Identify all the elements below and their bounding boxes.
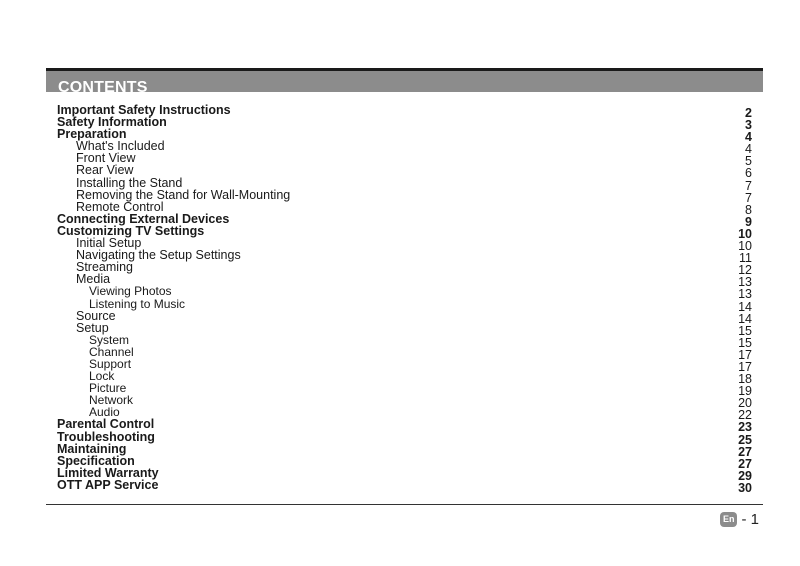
toc-entry-page-number: 14 — [738, 299, 752, 314]
toc-entry[interactable] — [57, 441, 752, 459]
toc-entry[interactable] — [57, 320, 752, 338]
toc-entry-page-number: 7 — [745, 178, 752, 193]
toc-entry[interactable] — [57, 477, 752, 495]
language-badge: En — [720, 512, 738, 527]
toc-entry[interactable] — [57, 115, 752, 133]
toc-entry-page-number: 27 — [738, 456, 752, 471]
toc-entry-title: Preparation — [57, 127, 127, 142]
toc-entry-title: Front View — [76, 151, 136, 166]
toc-entry-title: Safety Information — [57, 115, 167, 130]
page-number-label: - 1 — [741, 511, 759, 528]
page-title: CONTENTS — [58, 79, 148, 96]
toc-entry-page-number: 17 — [738, 347, 752, 362]
toc-entry-page-number: 13 — [738, 287, 752, 302]
toc-entry-page-number: 30 — [738, 480, 752, 495]
toc-entry-title: Important Safety Instructions — [57, 103, 231, 117]
toc-entry-title: Streaming — [76, 260, 133, 275]
toc-entry-page-number: 18 — [738, 372, 752, 387]
toc-entry-title: Installing the Stand — [76, 175, 183, 190]
toc-entry-title: OTT APP Service — [57, 477, 159, 492]
toc-entry-title: Channel — [89, 344, 134, 359]
toc-entry-title: Lock — [89, 369, 115, 384]
toc-entry-title: Troubleshooting — [57, 429, 155, 444]
toc-entry[interactable] — [57, 356, 752, 374]
toc-entry-page-number: 2 — [745, 106, 752, 120]
toc-entry-title: Navigating the Setup Settings — [76, 248, 241, 263]
toc-entry-title: Remote Control — [76, 199, 164, 214]
toc-entry-title: Network — [89, 393, 134, 408]
toc-entry-page-number: 4 — [745, 142, 752, 157]
toc-entry[interactable] — [57, 296, 752, 314]
page-number — [720, 511, 759, 528]
toc-entry[interactable] — [57, 151, 752, 169]
toc-entry[interactable] — [57, 308, 752, 326]
toc-entry-page-number: 10 — [738, 226, 752, 241]
toc-entry[interactable] — [57, 139, 752, 157]
toc-entry[interactable] — [57, 332, 752, 350]
toc-entry-title: Support — [89, 356, 132, 371]
toc-entry-title: Specification — [57, 453, 135, 468]
toc-entry[interactable] — [57, 260, 752, 278]
toc-entry-page-number: 4 — [745, 130, 752, 145]
toc-entry-page-number: 15 — [738, 323, 752, 338]
table-of-contents — [57, 103, 752, 495]
bottom-divider — [46, 504, 763, 505]
toc-entry[interactable] — [57, 163, 752, 181]
toc-entry[interactable] — [57, 248, 752, 266]
toc-entry-title: Audio — [89, 405, 120, 420]
toc-entry[interactable] — [57, 369, 752, 387]
toc-entry-page-number: 10 — [738, 239, 752, 254]
toc-entry-title: Setup — [76, 320, 109, 335]
toc-entry-page-number: 14 — [738, 311, 752, 326]
toc-entry-title: Picture — [89, 381, 127, 396]
toc-entry-title: Media — [76, 272, 111, 287]
toc-entry-page-number: 6 — [745, 166, 752, 181]
toc-entry[interactable] — [57, 465, 752, 483]
toc-entry[interactable] — [57, 175, 752, 193]
toc-entry[interactable] — [57, 429, 752, 447]
toc-entry[interactable] — [57, 344, 752, 362]
toc-entry[interactable] — [57, 381, 752, 399]
toc-entry[interactable] — [57, 453, 752, 471]
toc-entry-page-number: 11 — [739, 251, 752, 266]
toc-entry-page-number: 17 — [738, 359, 752, 374]
toc-entry-title: Source — [76, 308, 116, 323]
toc-entry-page-number: 13 — [738, 275, 752, 290]
toc-entry[interactable] — [57, 405, 752, 423]
toc-entry-page-number: 3 — [745, 118, 752, 133]
toc-entry-title: Limited Warranty — [57, 465, 159, 480]
toc-entry[interactable] — [57, 223, 752, 241]
toc-entry-title: Parental Control — [57, 417, 155, 432]
toc-entry[interactable] — [57, 284, 752, 302]
toc-entry-title: Viewing Photos — [89, 284, 172, 299]
toc-entry-page-number: 22 — [738, 408, 752, 423]
toc-entry-title: Listening to Music — [89, 296, 186, 311]
toc-entry-page-number: 5 — [745, 154, 752, 169]
toc-entry-title: Rear View — [76, 163, 134, 178]
toc-entry-title: System — [89, 332, 130, 347]
toc-entry-title: Maintaining — [57, 441, 127, 456]
toc-entry-page-number: 8 — [745, 202, 752, 217]
toc-entry-page-number: 23 — [738, 420, 752, 435]
toc-entry-title: Customizing TV Settings — [57, 223, 205, 238]
contents-header-bar — [46, 68, 763, 96]
toc-entry[interactable] — [57, 393, 752, 411]
toc-entry-page-number: 9 — [745, 214, 752, 229]
toc-entry-title: Initial Setup — [76, 236, 142, 251]
toc-entry-title: Connecting External Devices — [57, 211, 230, 226]
toc-entry-title: What's Included — [76, 139, 165, 154]
toc-entry-page-number: 25 — [738, 432, 752, 447]
toc-entry-title: Removing the Stand for Wall-Mounting — [76, 187, 291, 202]
toc-entry[interactable] — [57, 417, 752, 435]
toc-entry-page-number: 20 — [738, 396, 752, 411]
toc-entry-page-number: 7 — [745, 190, 752, 205]
toc-entry-page-number: 19 — [738, 384, 752, 399]
toc-entry-page-number: 27 — [738, 444, 752, 459]
toc-entry-page-number: 29 — [738, 468, 752, 483]
toc-entry[interactable] — [57, 187, 752, 205]
toc-entry-page-number: 15 — [738, 335, 752, 350]
toc-entry-page-number: 12 — [738, 263, 752, 278]
